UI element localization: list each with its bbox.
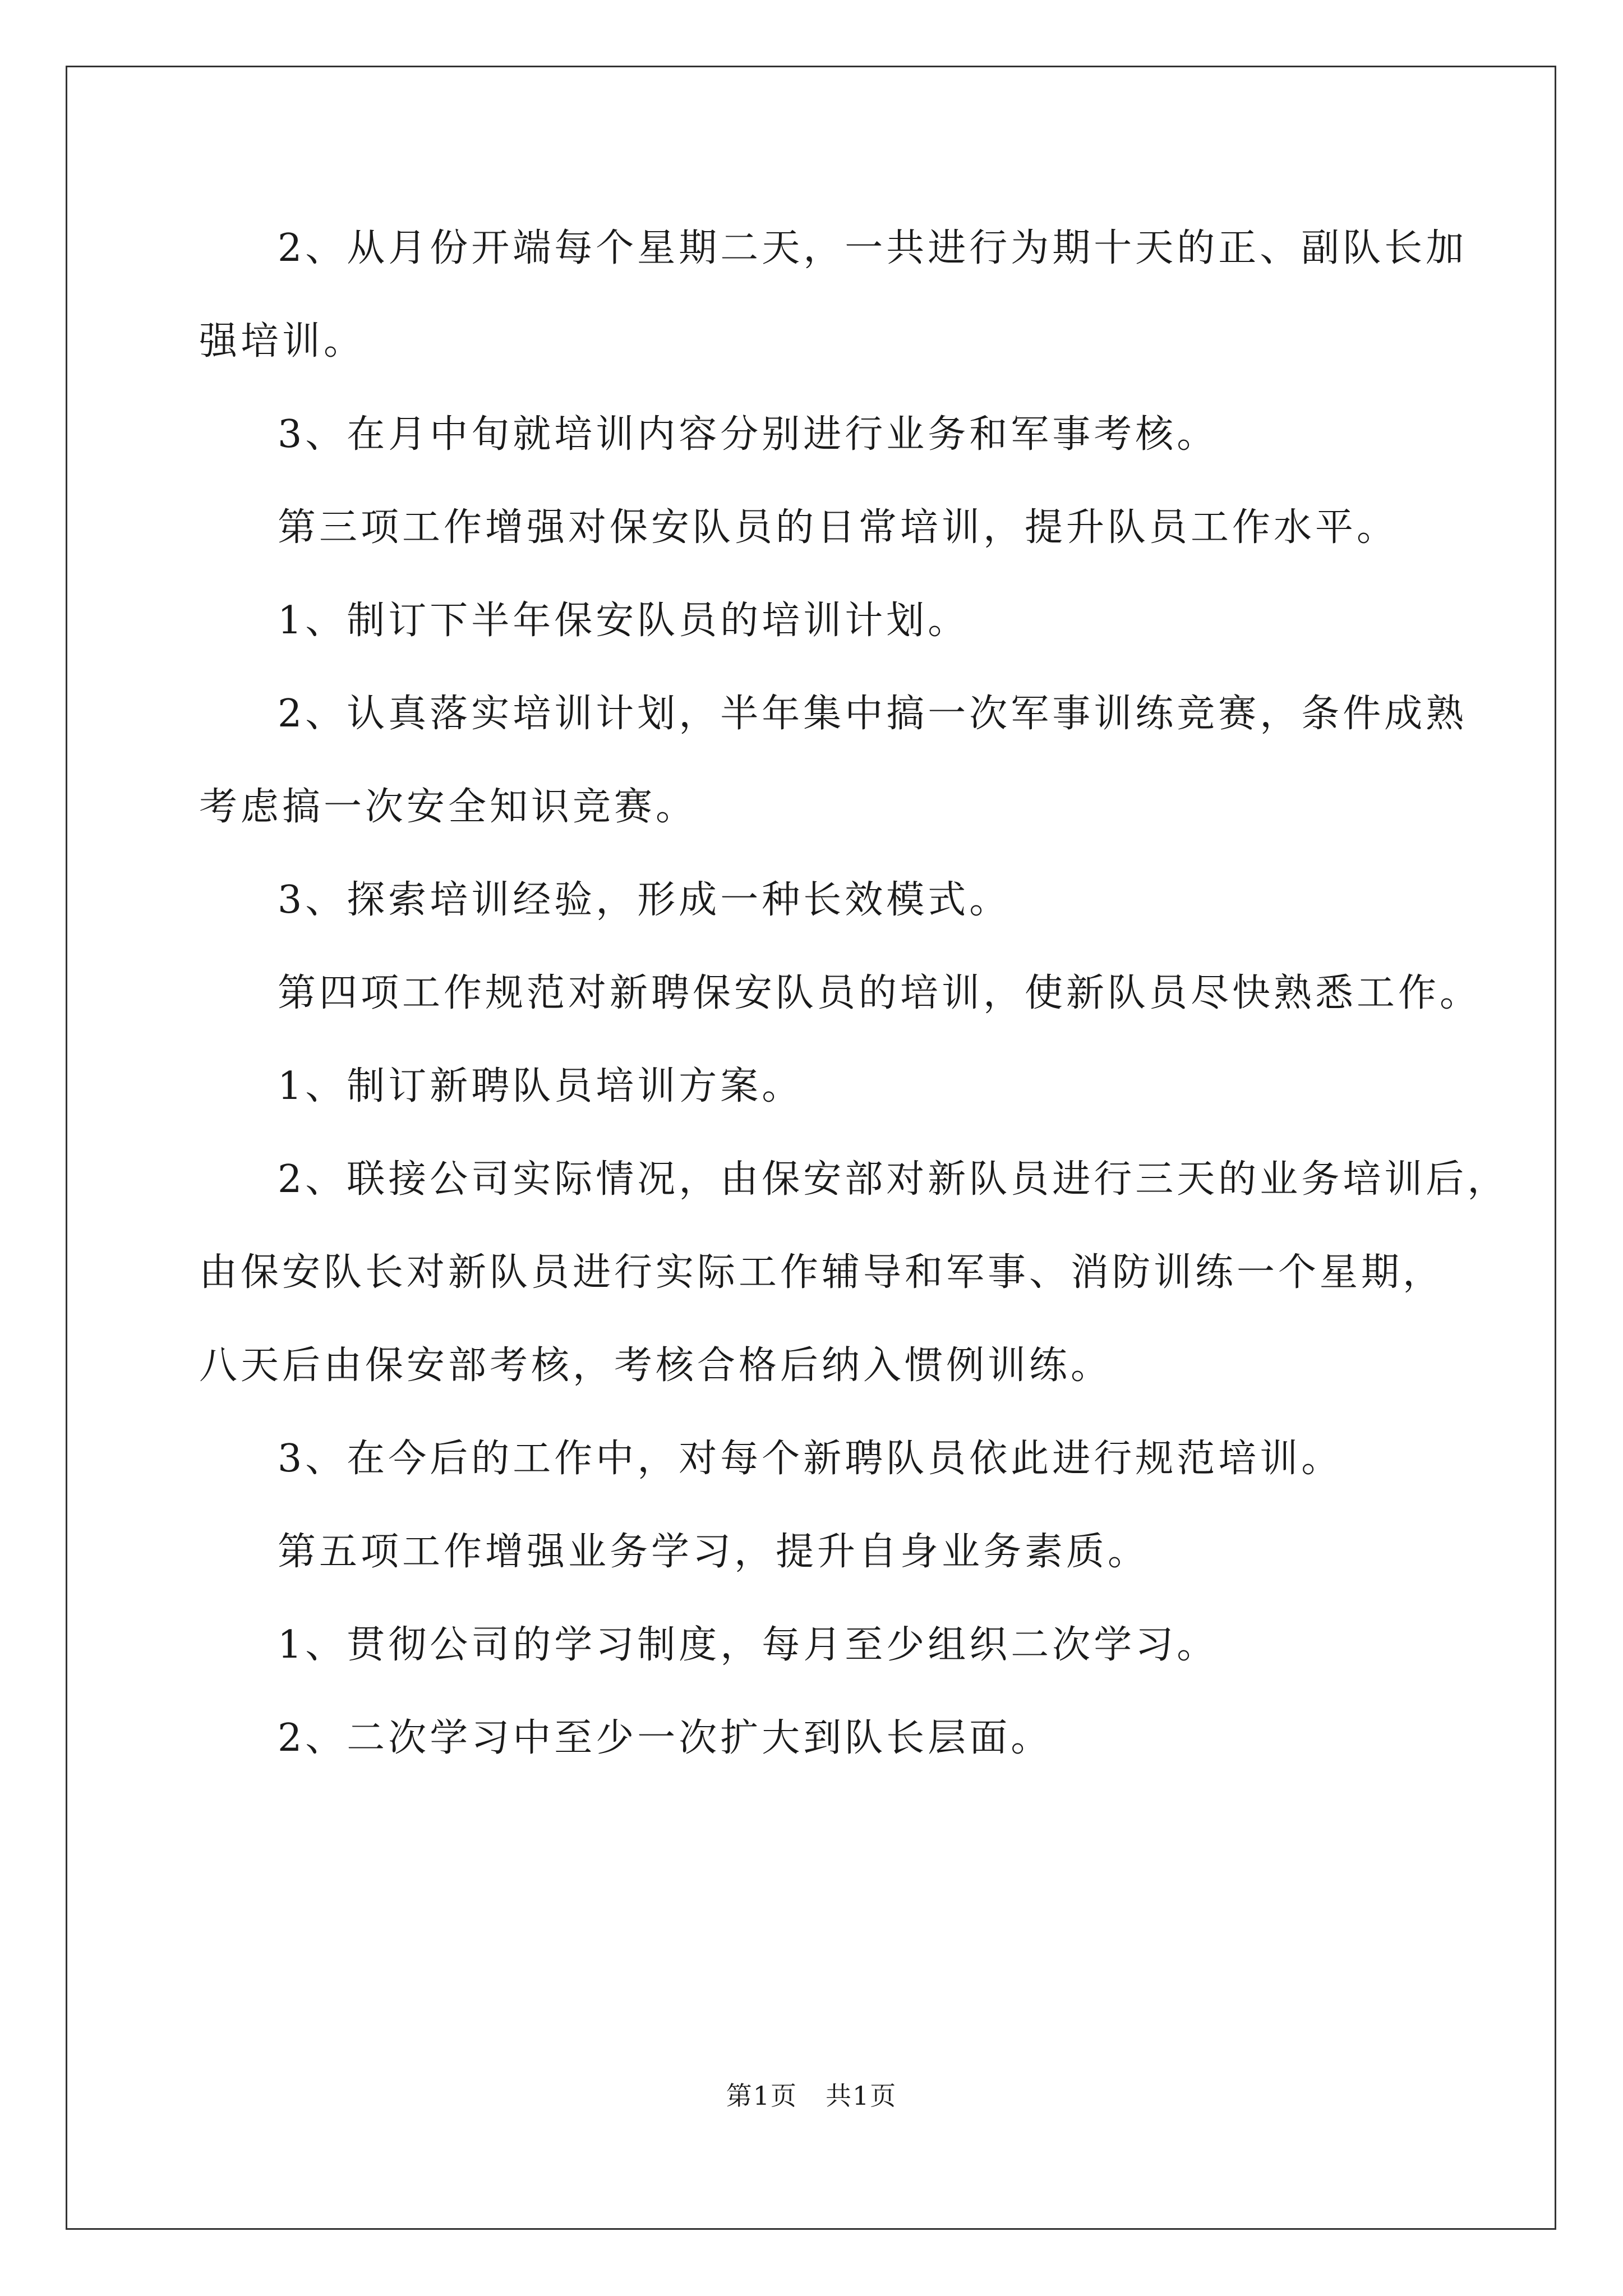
page-number-current: 第1页 bbox=[726, 2081, 797, 2111]
text-line: 2、认真落实培训计划，半年集中搞一次军事训练竞赛，条件成熟 bbox=[278, 692, 1468, 736]
page-number-total: 共1页 bbox=[826, 2081, 897, 2111]
text-line: 第五项工作增强业务学习，提升自身业务素质。 bbox=[278, 1530, 1150, 1574]
text-line: 1、制订新聘队员培训方案。 bbox=[278, 1064, 804, 1108]
text-line: 第三项工作增强对保安队员的日常培训，提升队员工作水平。 bbox=[278, 505, 1399, 550]
text-line: 2、从月份开端每个星期二天，一共进行为期十天的正、副队长加 bbox=[278, 226, 1468, 270]
text-line: 第四项工作规范对新聘保安队员的培训，使新队员尽快熟悉工作。 bbox=[278, 971, 1482, 1015]
text-line: 由保安队长对新队员进行实际工作辅导和军事、消防训练一个星期， bbox=[199, 1250, 1445, 1295]
page-footer bbox=[0, 2076, 1623, 2113]
text-line: 八天后由保安部考核，考核合格后纳入惯例训练。 bbox=[199, 1343, 1113, 1388]
text-line: 3、在今后的工作中，对每个新聘队员依此进行规范培训。 bbox=[278, 1437, 1343, 1481]
text-line: 2、联接公司实际情况，由保安部对新队员进行三天的业务培训后， bbox=[278, 1157, 1509, 1202]
text-line: 2、二次学习中至少一次扩大到队长层面。 bbox=[278, 1716, 1053, 1760]
text-line: 3、探索培训经验，形成一种长效模式。 bbox=[278, 878, 1011, 922]
text-line: 3、在月中旬就培训内容分别进行业务和军事考核。 bbox=[278, 412, 1219, 457]
text-line: 考虑搞一次安全知识竞赛。 bbox=[199, 785, 698, 829]
text-line: 1、制订下半年保安队员的培训计划。 bbox=[278, 599, 970, 643]
text-line: 强培训。 bbox=[199, 319, 366, 364]
text-line: 1、贯彻公司的学习制度，每月至少组织二次学习。 bbox=[278, 1623, 1219, 1667]
document-body bbox=[199, 202, 1509, 1785]
